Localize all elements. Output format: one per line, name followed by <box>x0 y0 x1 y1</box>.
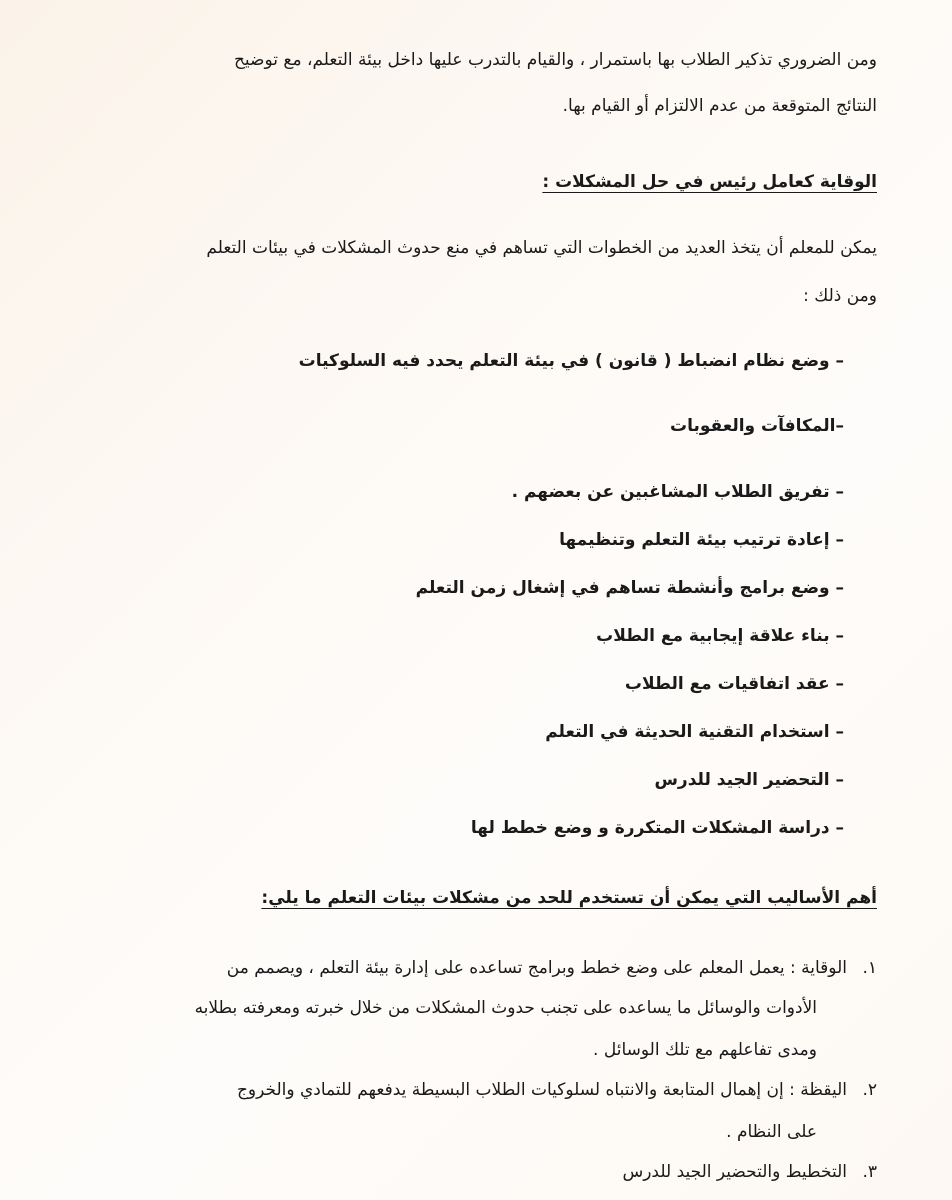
bullet-item: – تفريق الطلاب المشاغبين عن بعضهم . <box>511 482 844 502</box>
section-1-paragraph-line-1: يمكن للمعلم أن يتخذ العديد من الخطوات التي تساهم في منع حدوث المشكلات في بيئات التعلم <box>206 238 877 258</box>
numbered-item-2-line-1 <box>237 1082 877 1099</box>
bullet-item: – عقد اتفاقيات مع الطلاب <box>624 674 844 694</box>
bullet-item: –المكافآت والعقوبات <box>669 416 844 436</box>
numbered-item-3-line-1 <box>622 1164 877 1181</box>
intro-line-1: ومن الضروري تذكير الطلاب بها باستمرار ، والقيام بالتدرب عليها داخل بيئة التعلم، مع توضيح <box>233 50 877 70</box>
numbered-item-1-line-2: الأدوات والوسائل ما يساعده على تجنب حدوث المشكلات من خلال خبرته ومعرفته بطلابه <box>194 998 817 1018</box>
item-number: ٣. <box>862 1162 877 1182</box>
bullet-item: – بناء علاقة إيجابية مع الطلاب <box>596 626 844 646</box>
bullet-item: – إعادة ترتيب بيئة التعلم وتنظيمها <box>559 530 844 550</box>
bullet-item: – وضع نظام انضباط ( قانون ) في بيئة التعلم يحدد فيه السلوكيات <box>298 351 844 371</box>
bullet-item: – التحضير الجيد للدرس <box>654 770 844 790</box>
item-text: التخطيط والتحضير الجيد للدرس <box>622 1162 847 1182</box>
intro-line-2: النتائج المتوقعة من عدم الالتزام أو القيام بها. <box>562 96 877 116</box>
section-1-paragraph-line-2: ومن ذلك : <box>803 286 877 306</box>
section-2-heading: أهم الأساليب التي يمكن أن تستخدم للحد من مشكلات بيئات التعلم ما يلي: <box>261 888 877 908</box>
numbered-item-2-line-2: على النظام . <box>726 1122 817 1142</box>
item-text: الوقاية : يعمل المعلم على وضع خطط وبرامج تساعده على إدارة بيئة التعلم ، ويصمم من <box>226 958 847 978</box>
item-number: ٢. <box>862 1080 877 1100</box>
section-1-heading: الوقاية كعامل رئيس في حل المشكلات : <box>542 172 877 192</box>
bullet-item: – استخدام التقنية الحديثة في التعلم <box>545 722 844 742</box>
bullet-item: – دراسة المشكلات المتكررة و وضع خطط لها <box>470 818 844 838</box>
numbered-item-1-line-3: ومدى تفاعلهم مع تلك الوسائل . <box>593 1040 817 1060</box>
item-number: ١. <box>862 958 877 978</box>
bullet-item: – وضع برامج وأنشطة تساهم في إشغال زمن التعلم <box>415 578 844 598</box>
numbered-item-1-line-1 <box>227 960 877 977</box>
item-text: اليقظة : إن إهمال المتابعة والانتباه لسلوكيات الطلاب البسيطة يدفعهم للتمادي والخروج <box>236 1080 847 1100</box>
